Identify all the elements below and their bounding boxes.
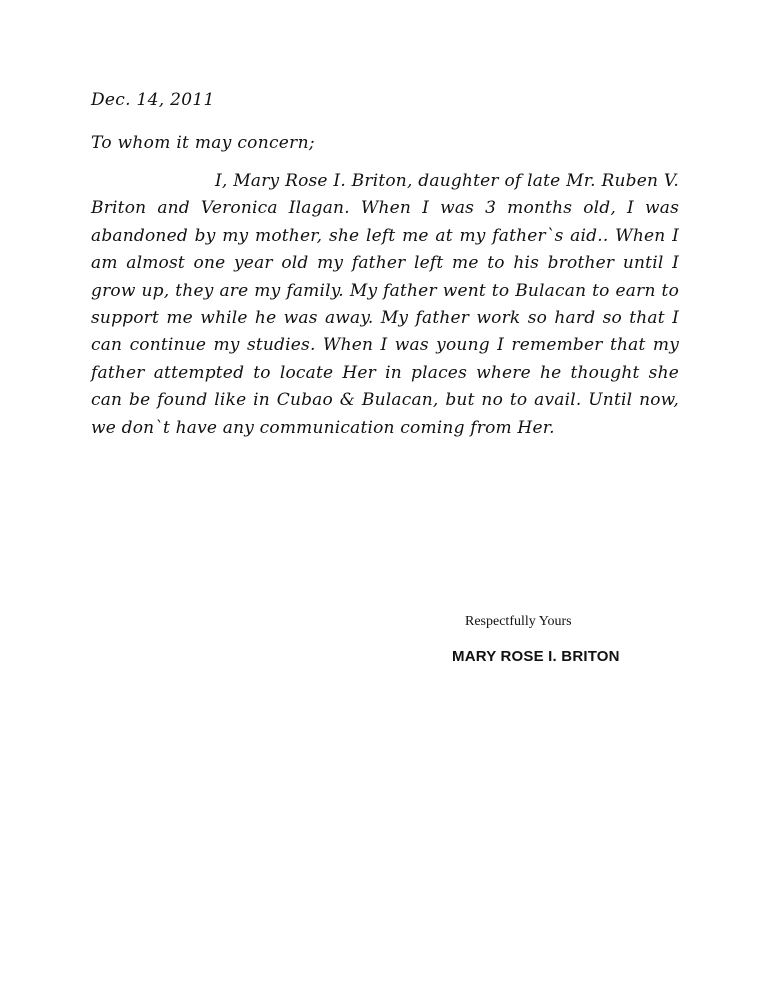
signature-name: MARY ROSE I. BRITON	[452, 648, 620, 665]
letter-date: Dec. 14, 2011	[91, 90, 215, 110]
letter-body: I, Mary Rose I. Briton, daughter of late Mr. Ruben V. Briton and Veronica Ilagan. When I was 3 months old, I was abandoned by my mother, she left me at my father`s aid.. When I am almost one year old my father left me to his brother until I grow up, they are my family. My father went to Bulacan to earn to support me while he was away. My father work so hard so that I can continue my studies. When I was young I remember that my father attempted to locate Her in places where he thought she can be found like in Cubao & Bulacan, but no to avail. Until now, we don`t have any communication coming from Her.	[91, 171, 679, 438]
letter-salutation: To whom it may concern;	[91, 133, 315, 153]
letter-closing: Respectfully Yours	[465, 614, 572, 629]
